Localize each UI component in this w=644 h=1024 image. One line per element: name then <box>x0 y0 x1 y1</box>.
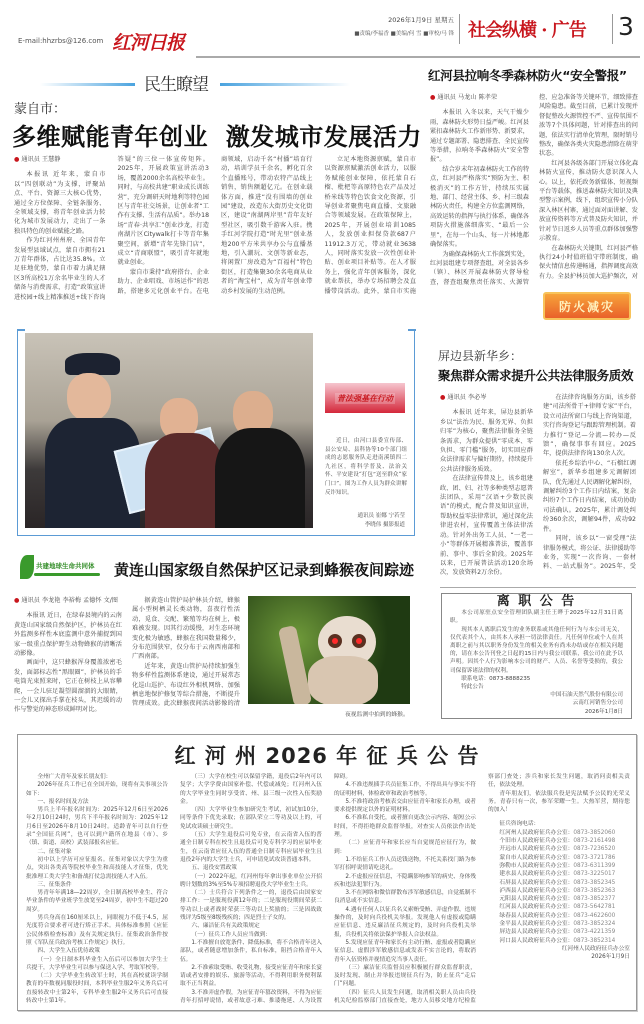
eco-logo <box>20 555 102 581</box>
paragraph: （二）大学毕业生转改军士时，其在高校就读学制教育的年数视同服役时间，本科毕业生服2年义务兵后可直接转改中士第2年，专科毕业生服2年义务兵后可直接转改中士第1年。 <box>26 973 168 1005</box>
page-number: 3 <box>618 12 634 41</box>
hotline-office: 石屏县人民政府征兵办公室： <box>499 879 574 886</box>
byline: ● 通讯员 李龙艳 李裕梅 孟德怀 文/图 <box>14 596 122 605</box>
hotline-row <box>488 903 630 911</box>
badge-text: 防火减灾 <box>558 299 615 314</box>
notice-closing: 特此公告 <box>461 684 484 691</box>
divider <box>440 587 636 588</box>
paragraph: 在法律宣传普及上，该乡组建政、团、妇、社等多种类型志愿普法团队，采用“汉语+少数民族语”的模式，配合普及知识宣讲，帮助权益零法律常识，通过深化法律进农村，宣传覆盖主体法律活动。针对外出务工人员、“一老一小”等群体开展精准普法，覆盖事前、事中、事后全阶段。2025年以来，已开展普法活动120余场次，发放资料2万余份。 <box>440 475 533 577</box>
hotline-phone: 0873-3852060 <box>573 829 616 836</box>
notice-body <box>26 773 630 1007</box>
paragraph: 一、报名时间及方法 <box>37 798 89 805</box>
hotline-row <box>488 920 630 928</box>
hotline-office: 红河州人民政府征兵办公室： <box>499 829 574 836</box>
hotline-phone: 0873-4221359 <box>573 929 616 936</box>
divider <box>612 14 613 44</box>
paragraph: 据黄连山管护局护林员介绍，蜂猴属小型树栖灵长类动物，喜夜行性活动，觅食、交配、繁殖等均在树上，极难被发现。因其行动缓慢，对生态环境变化极为敏感，蜂猴在我国数量稀少，分布范围狭窄，仅分布于云南西南部和广西南部。 <box>132 597 240 661</box>
hotline-row <box>488 837 630 845</box>
hotline-row <box>488 895 630 903</box>
article-body <box>440 393 636 581</box>
hotline-phone: 0873-3852314 <box>573 937 616 944</box>
paragraph: 在法律咨询服务方面，该乡搭建“司法所骨干+律师专家”平台，设立司法所窗口与线上咨询渠道，实行咨询登记与跟踪管理机制。着力推行“登记—分流—转办—反馈”，确保事事有回应。2025年，提供法律咨询130余人次。 <box>543 394 636 458</box>
notice-date: 2026年1月9日 <box>591 954 630 961</box>
paragraph: 3.不准弄虚作假，为应征青年篡改资料，不得为应征青年打招呼说情，或者故意刁难、推诿拖延、人为设置障碍。 <box>180 774 352 1005</box>
banner-line-right <box>220 83 350 86</box>
hotline-title: 征兵咨询电话： <box>499 821 540 828</box>
byline: ● 通讯员 马龙山 陈孝荣 <box>430 93 529 102</box>
paragraph: 近年来，黄连山管护局持续加强生物多样性监测体系建设，通过开展常态化巡山巡护、布设红外相机网络、加强栖息地保护修复等综合措施，不断提升管理成效。此次蜂猴夜间活动影像的清 <box>132 662 240 708</box>
paragraph: （一）2022年起，红河州每年拿出事业单位公开招聘计划数的3%至5%专项招聘退役大学毕业生士兵。 <box>180 873 322 888</box>
section-title: 社会纵横 · 广告 <box>468 20 586 41</box>
paragraph: （四）大学毕业生参加研究生考试，初试加10分，同等条件下优先录取；在部队荣立二等功及以上的，可免试攻读硕士研究生。 <box>180 807 322 830</box>
paragraph: 男兵身高在160厘米以上，同眼视力不低于4.5，屈光度符合要求者可进行矫正手术。具体标准参照《应征公民体格检查标准》及有关规定执行。征集政治条件按照《军队征兵政治考核工作规定》执行。 <box>26 915 168 946</box>
byline: ● 通讯员 李必岑 <box>440 393 533 402</box>
paragraph: 2.不准索取受贿、收受礼物，接受应征青年和家长宴请或者安排的娱乐、旅游等活动，不得利用职务便利谋取不正当利益。 <box>180 964 322 988</box>
column-banner: 民生瞭望 <box>144 75 208 95</box>
hotline-office: 河口县人民政府征兵办公室： <box>499 937 574 944</box>
paragraph: 三、征集条件 <box>37 881 72 888</box>
article-headline: 聚焦群众需求提升公共法律服务质效 <box>438 368 634 383</box>
notice-date: 2026年1月8日 <box>584 708 623 715</box>
masthead-email: E-mail:hhzrbs@126.com <box>18 37 104 45</box>
paragraph: 3.不在网络和微信群散布涉军敏感信息，自觉抵制不良消息或不实信息。 <box>334 890 476 905</box>
hotline-phone: 0873-5642781 <box>573 904 616 911</box>
hotline-office: 个旧市人民政府征兵办公室： <box>499 838 574 845</box>
hotline-phone: 0873-4622600 <box>573 912 616 919</box>
hotline-row <box>488 887 630 895</box>
notice-signer: 红河州人民政府征兵办公室 <box>561 945 630 952</box>
hotline-row <box>488 912 630 920</box>
article-headline: 多维赋能青年创业 激发城市发展活力 <box>12 123 422 151</box>
photo-caption: 夜视监测中拍到的蜂猴。 <box>345 712 409 718</box>
hotline-row <box>488 845 630 853</box>
article-kicker: 屏边县新华乡： <box>438 349 523 363</box>
hotline-list <box>488 829 630 945</box>
article-headline: 黄连山国家级自然保护区记录到蜂猴夜间踪迹 <box>114 561 415 579</box>
hotline-phone: 0873-3225017 <box>573 871 616 878</box>
paragraph: 本报讯 近年来，屏边县新华乡以“法治为民、服务无界、负担归零”为核心，聚焦法律服务全链条需求，为群众提供“零成本、零负担、零门槛”服务，切实回应群众法律需求与偏好期待，持续提升公共法律服务质效。 <box>440 409 533 473</box>
hotline-phone: 0873-7236520 <box>573 846 616 853</box>
paragraph: 初中以上学历可应征报名。征集对象以大学生为重点，突出各类高等院校毕业生和高技能人才征集，优先批准理工类大学生和备战打仗急需技能人才入伍。 <box>26 856 168 880</box>
loris-photo <box>248 596 410 704</box>
hotline-office: 开远市人民政府征兵办公室： <box>499 846 574 853</box>
photo-caption: 近日，由河口县委宣传部、县公安局、县科协等10个部门组成的志愿服务队走进南溪镇四二九社区，将科学普及、法治关怀、平安建设“打包”送至群众“家门口”。图为工作人员为群众讲解反诈知识。 <box>325 438 407 496</box>
hotline-row <box>488 829 630 837</box>
photo-credit: 李晓伟 摄影报道 <box>364 522 405 528</box>
hotline-row <box>488 862 630 870</box>
header-rule <box>196 56 640 58</box>
paragraph: 本报讯 近日，在绿春县境内的云南黄连山国家级自然保护区，护林员在红外监测多样性本底监测中意外捕捉到国家一级重点保护野生动物蜂猴的清晰活动影像。 <box>14 612 122 658</box>
paragraph: （一）征兵工作人员应当做到： <box>191 931 272 938</box>
hotline-row <box>488 870 630 878</box>
paragraph: 蒙自市秉持“政府搭台、企业助力、企业唱戏、市场运作”的思路，搭建多元化创业平台。在电商领域，启动千名“村播”培育行动，培训学员千余名，孵化百余个直播账号，带动农特产品线上销售，销售额超亿元。在创业载体方面，推进“没有围墙的创业园”建设，改造东大街历史文化街区，建设“南湖两岸里”青年友好型社区，吸引数千游客入驻。携手红河学院打造“时光里”创业基地200平方米共享办公与直播基地，引入潮玩、文创等新业态，将闲置厂房改造为“百福村”特色街区，打造集聚30余名电商从业者的“淘宝村”，成为青年创业带动乡村发展的生动范例。 <box>117 156 313 295</box>
campaign-banner-text: 普法强基在行动 <box>337 393 393 403</box>
notice-title: 离 职 公 告 <box>496 594 577 609</box>
paragraph: （二）应征青年和家长应当自觉规范应征行为，做到： <box>334 840 476 855</box>
hotline-office: 蒙自市人民政府征兵办公室： <box>499 854 574 861</box>
paragraph: 红河县各级各部门开展立体化森林防火宣传，推动防火意识深入人心。以上，依托政务新媒体、短视频平台等载体，推送森林防火知识及典型警示案例，线下，组织宣传小分队深入林区村寨，通过面对面讲解、发放宣传资料等方式普及防火知识，并针对节日返乡人员等重点群体加强警示教育。 <box>539 159 638 243</box>
article-body <box>14 155 416 303</box>
paragraph: 2026年征兵工作已在全国开始，现将有关事项公告如下： <box>26 782 168 797</box>
hotline-office: 泸西县人民政府征兵办公室： <box>499 887 574 894</box>
paragraph: 在森林防火关键期，红河县严格执行24小时值班值守带班制度，确保火情信息传递畅通，指挥调度高效有力。全县护林员加大巡护频次，对 <box>539 244 638 280</box>
eco-logo-text: 共建地球生命共同体 <box>36 562 95 570</box>
hotline-phone: 0873-3852363 <box>573 887 616 894</box>
article-body <box>14 596 240 718</box>
paragraph: 本公司原驻点安全管理团队副主任王晔于2025年12月31日离职。 <box>450 610 623 625</box>
paragraph: 画面中，这只蜂猴浑身覆盖浓密毛发，面部标志性“黑眼圈”，护林员的手电筒光束照来时，它正在树枝上从容攀爬，一会儿驻足凝望圆溜溜的大眼睛，一会儿又探出手掌在枝头，其迟缓的动作与警觉的神态形成鲜明对比。 <box>14 659 122 714</box>
paragraph: 4.遇有任何人以征兵名义索贿受贿、弄虚作假、违规操作的，及时向兵役机关举报。发现他人有虚报或隐瞒应征信息、违反廉洁征兵规定的，及时向兵役机关举报，兵役机关将依法保护举报人合法权益。 <box>334 906 476 938</box>
hotline-phone: 0873-3721786 <box>573 854 616 861</box>
hotline-office: 金平县人民政府征兵办公室： <box>499 921 574 928</box>
fire-prevention-badge <box>543 292 631 320</box>
paragraph: 六、廉洁征兵有关政策规定 <box>191 923 260 930</box>
paragraph: 6.不准私自受托，或者擅自更改公示内容、缩短公示时间，不得拒绝群众监督举报，对查实人员依法作出处理。 <box>334 815 476 839</box>
article-headline: 红河县拉响冬季森林防火“安全警报” <box>428 68 627 83</box>
article-kicker: 蒙自市： <box>14 102 67 117</box>
paragraph: 立足本地资源禀赋，蒙自市以资源禀赋激活创业活力，以服务赋能创业保障，依托蒙自石榴、枇杷等高原特色农产品及过桥米线等特色饮食文化资源，引导创业者聚焦电商直播、文旅融合等领域发展。在政策保障上，2025年，开展创业培训1085人，发放创业担保贷款687户11912.3万元，带动就业3638人，同时落实发放一次性创业补贴、创业项目补贴等。在人才服务上，强化青年创客服务，深化就业帮扶，举办专场招聘会及直播带岗活动。此外，蒙自市实施 <box>324 156 416 295</box>
hotline-phone: 0873-3852377 <box>573 896 616 903</box>
paragraph: 二、征集对象 <box>37 848 72 855</box>
byline: ● 通讯员 王慧静 <box>14 155 106 164</box>
divider <box>459 14 460 44</box>
paragraph: 男兵上半年报名时间为：2025年12月6日至2026年2月10日24时，男兵下半年报名时间为：2025年12月6日至2026年8月10日24时。适龄青年可以自行登录“全国征兵网”，也可以到户籍所在地县（市）、乡（镇、街道、高校）武装部报名应征。 <box>26 807 168 847</box>
notice-signer: 云南红河销售分公司 <box>572 700 623 707</box>
photo-credit: 通讯员 崔娜 宁若莹 <box>357 513 405 519</box>
resignation-notice <box>441 593 632 719</box>
paragraph: 四、大学生入伍优待政策 <box>37 948 100 955</box>
hotline-row <box>488 879 630 887</box>
paragraph: 青年朋友们，依法服兵役是宪法赋予公民的光荣义务。青春只有一次，参军荣耀一生。大热军营，期待您的加入！ <box>488 790 630 814</box>
paragraph: 5.不准将政治考核表交由应征青年和家长办理，或者要求提供规定以外的证明材料。 <box>334 798 476 814</box>
banner-line-left <box>40 83 135 86</box>
notice-title: 红 河 州 2026 年 征 兵 公 告 <box>174 744 480 768</box>
hotline-office: 建水县人民政府征兵办公室： <box>499 871 574 878</box>
hotline-office: 屏边县人民政府征兵办公室： <box>499 929 574 936</box>
paragraph: 本报讯 近年来，蒙自市以“四创联动”为支撑，评聚站点、平台、资源三大核心优势，通过全方位保障、全链条服务、全领域支撑，将青年创业活力转化为城市发展动力，走出了一条独具特色的创业赋能之路。 <box>14 171 106 235</box>
paragraph: （三）廉洁征兵监督员应积极履行群众监督职责，及时发现、制止并举报违规征兵行为，防止征兵“走后门”问题。 <box>334 964 476 988</box>
hotline-office: 红河县人民政府征兵办公室： <box>499 904 574 911</box>
paragraph: 五、退役安置政策 <box>191 865 237 872</box>
campaign-banner <box>325 383 405 413</box>
hotline-phone: 0873-2161498 <box>573 838 616 845</box>
hotline-office: 元阳县人民政府征兵办公室： <box>499 896 574 903</box>
hotline-phone: 0873-3852324 <box>573 921 616 928</box>
hotline-phone: 0873-6311399 <box>573 862 616 869</box>
paragraph: （五）大学生退役后可免专业，在云南省入伍的普通全日制专科在校生且退役后可免专科学习的应届毕业生，在云南省应征入伍的普通全日制专科应届毕业生且退役2年内的大学生士兵，可申请免试攻读普通本科。 <box>180 832 322 863</box>
paragraph: 男青年年满18—22周岁，全日制高校毕业生、符合毕业条件的毕业班学生放宽至24周岁，初中生不超过20周岁。 <box>26 890 168 913</box>
paragraph: 依托乡综治中心、“石榴红调解室”，新华乡组建多元调解团队，优先通过人民调解化解纠纷，调解纠纷3个工作日内结案，复杂纠纷7个工作日内结案，成功协助司法确认。2025年，累计调处纠纷360余次，调解94件，成功92件。 <box>543 459 636 533</box>
paragraph: （四）征兵人员发生问题，取消相关职人员由兵役机关纪检监察部门直接查处，地方人员移交地方纪检监察部门查处；涉兵和家长发生问题，取消问责相关责任，依法处理。 <box>334 774 630 1005</box>
paragraph: 2.不虚报应征信息，不隐瞒影响参军的病史、身体残疾和违法犯罪行为。 <box>334 873 476 888</box>
volunteer-photo <box>25 333 313 528</box>
paragraph: （一）全日制本科毕业生入伍后可以参加大学生士兵提干，大学毕业生可以参与保送入学、考取军校等。 <box>26 956 168 971</box>
paragraph: 为确保森林防火工作落到实处，红河县组建专项督查组，对全县各乡（镇）、林区开展森林防火督导检查，督查组聚焦责任落实、火源管控、应急准备等关键环节，细致排查风险隐患。截至目前，已累计发现并督促整改火源管控不严、宣传氛围不浓等7个具体问题，针对排查出的问题，依法实行清单化管理，限时销号整改，确保各类火灾隐患清除在萌芽状态。 <box>430 94 638 286</box>
paragraph: 结合岁末年初森林防火工作的特点，红河县严格落实“预防为主、积极消灭”的工作方针，持续压实属地、部门、经营主体、乡、村三级森林防火责任，构建全方位监测网络，高效运转的指挥与执行体系，确保各项防火措施落细落实、“最后一公里”，在每一个山头、每一片林地都确保落实。 <box>430 165 530 249</box>
hotline-row <box>488 937 630 945</box>
paragraph: （三）大学在校生可以保留学籍，退役后2年内可以复学；大学学费由国家补偿、代偿或减免；红河州入伍的大学毕业生同时享受省、州、县三级一次性入伍奖励金。 <box>180 774 322 805</box>
paragraph: 1.不准擅自放宽条件、降低标准，将不合格青年送入部队，或者随意增加条件，私自标准，阻挡合格青年入伍。 <box>180 939 322 963</box>
paragraph: （二）士兵符合下列条件之一的，退役后由国家安排工作：一是服现役满12年的；二是服现役期间荣获二等功以上或者战时荣获三等功以上奖励的；三是因战致残评为5级至8级残疾的；四是烈士子女的。 <box>180 890 322 922</box>
notice-signer: 中国石油天然气股份有限公司 <box>550 692 623 699</box>
paragraph: 同时，该乡以“一窗受理”法律服务模式，将公证、法律援助等业务，实现“一次咨询、一套材料、一站式服务”。2025年，受 <box>543 535 636 571</box>
hotline-row <box>488 854 630 862</box>
paragraph: 1.不给征兵工作人员送钱送物，不托关系找门路为参军打招呼说情请吃送礼。 <box>334 856 476 872</box>
paragraph: 本报讯 入冬以来，天气干燥少雨，森林防火形势日益严峻。红河县紧扣森林防火工作新形势、新要求，通过专题部署、隐患排查、全民宣传等举措，拉响冬季森林防火“安全警报”。 <box>430 109 529 164</box>
hotline-row <box>488 928 630 936</box>
conscription-notice <box>17 734 637 1011</box>
paragraph: 5.发现应征青年和家长有主动行贿、虚报或者隐瞒应征信息、虚假涉军敏感信息或发表不实言论的，将取消青年入伍资格并视情追究当事人责任。 <box>334 939 476 963</box>
paragraph: 现其本人离职后发生的业务联系或其他任何行为与本公司无关，仅代表其个人，由其本人承担一切法律责任。凡任何单位或个人在其离职之前与其以职务身份发生的相关业务有尚未办结或存在相关问题的，请在本公告刊登之日起的15日内与我公司联系，我公司在此予以声明。因其个人行为影响本公司的财产、人员、名誉等受损的，我公司保留诉诸法律的权利。 <box>450 626 623 674</box>
notice-phone: 联系电话：0873-8888235 <box>461 675 531 682</box>
newspaper-logo: 红河日报 <box>112 32 185 54</box>
hotline-office: 弥勒市人民政府征兵办公室： <box>499 862 574 869</box>
paragraph: 全州广大青年及家长朋友们： <box>37 774 112 780</box>
article-body <box>430 93 638 289</box>
hotline-phone: 0873-3852345 <box>573 879 616 886</box>
issue-date: 2026年1月9日 星期五 <box>388 16 454 24</box>
editor-credits: ■责编/李福香 ■美编/何 雪 ■审校/马 锋 <box>354 31 454 37</box>
paragraph: 4.不准违规插手兵员征集工作，不得出具与事实不符的证明材料，体检政审和政治考核等。 <box>334 782 476 797</box>
paragraph: 作为红河州州府、全国青年发展型县域试点，蒙自市拥有21万青年群体，占比达35.8%。立足驻地优势，蒙自市着力满足辖区3所高校1万余名毕业生的人才储备与消费需求，打造“政策宣讲进校园+线上精准推送+线下咨询答疑”的三位一体宣传矩阵。2025年，开展政策宣讲活动3场，覆盖2000余名高校毕业生。同时，与高校共建“职业成长训练营”，充分调研天时地利等特色园区与青年社交场景，让创业者“工作有支撑、生活有品质”。举办18场“青春·共享汇”创业沙龙，打造南湖片区Citywalk打卡等青年集聚空间，新增“青年先锋门店”，成立“青商联盟”，吸引青年就地就业创业。 <box>14 156 210 301</box>
hotline-office: 绿春县人民政府征兵办公室： <box>499 912 574 919</box>
